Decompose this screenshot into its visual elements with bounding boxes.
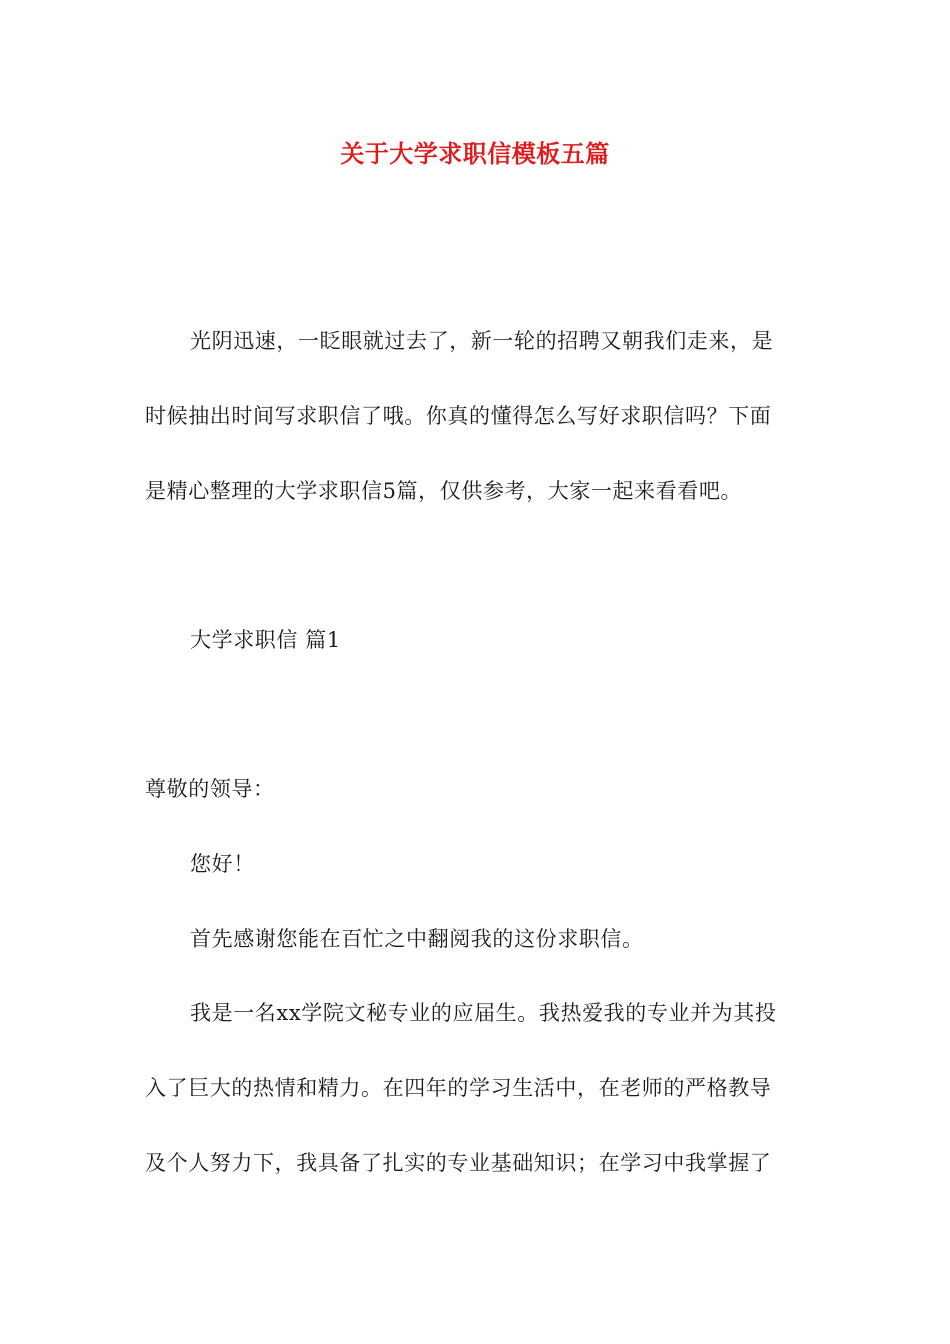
paragraph-2-line-2: 入了巨大的热情和精力。在四年的学习生活中，在老师的严格教导 xyxy=(145,1076,772,1100)
salutation: 尊敬的领导： xyxy=(145,777,275,801)
document-title: 关于大学求职信模板五篇 xyxy=(340,139,610,168)
intro-line-1: 光阴迅速，一眨眼就过去了，新一轮的招聘又朝我们走来，是 xyxy=(190,329,774,353)
intro-line-2: 时候抽出时间写求职信了哦。你真的懂得怎么写好求职信吗？下面 xyxy=(145,404,772,428)
intro-line-3: 是精心整理的大学求职信5篇，仅供参考，大家一起来看看吧。 xyxy=(145,479,743,503)
section-heading: 大学求职信 篇1 xyxy=(190,628,341,652)
paragraph-2-line-3: 及个人努力下，我具备了扎实的专业基础知识；在学习中我掌握了 xyxy=(145,1151,772,1175)
greeting: 您好！ xyxy=(190,852,255,876)
paragraph-1: 首先感谢您能在百忙之中翻阅我的这份求职信。 xyxy=(190,927,644,951)
paragraph-2-line-1: 我是一名xx学院文秘专业的应届生。我热爱我的专业并为其投 xyxy=(190,1001,777,1025)
